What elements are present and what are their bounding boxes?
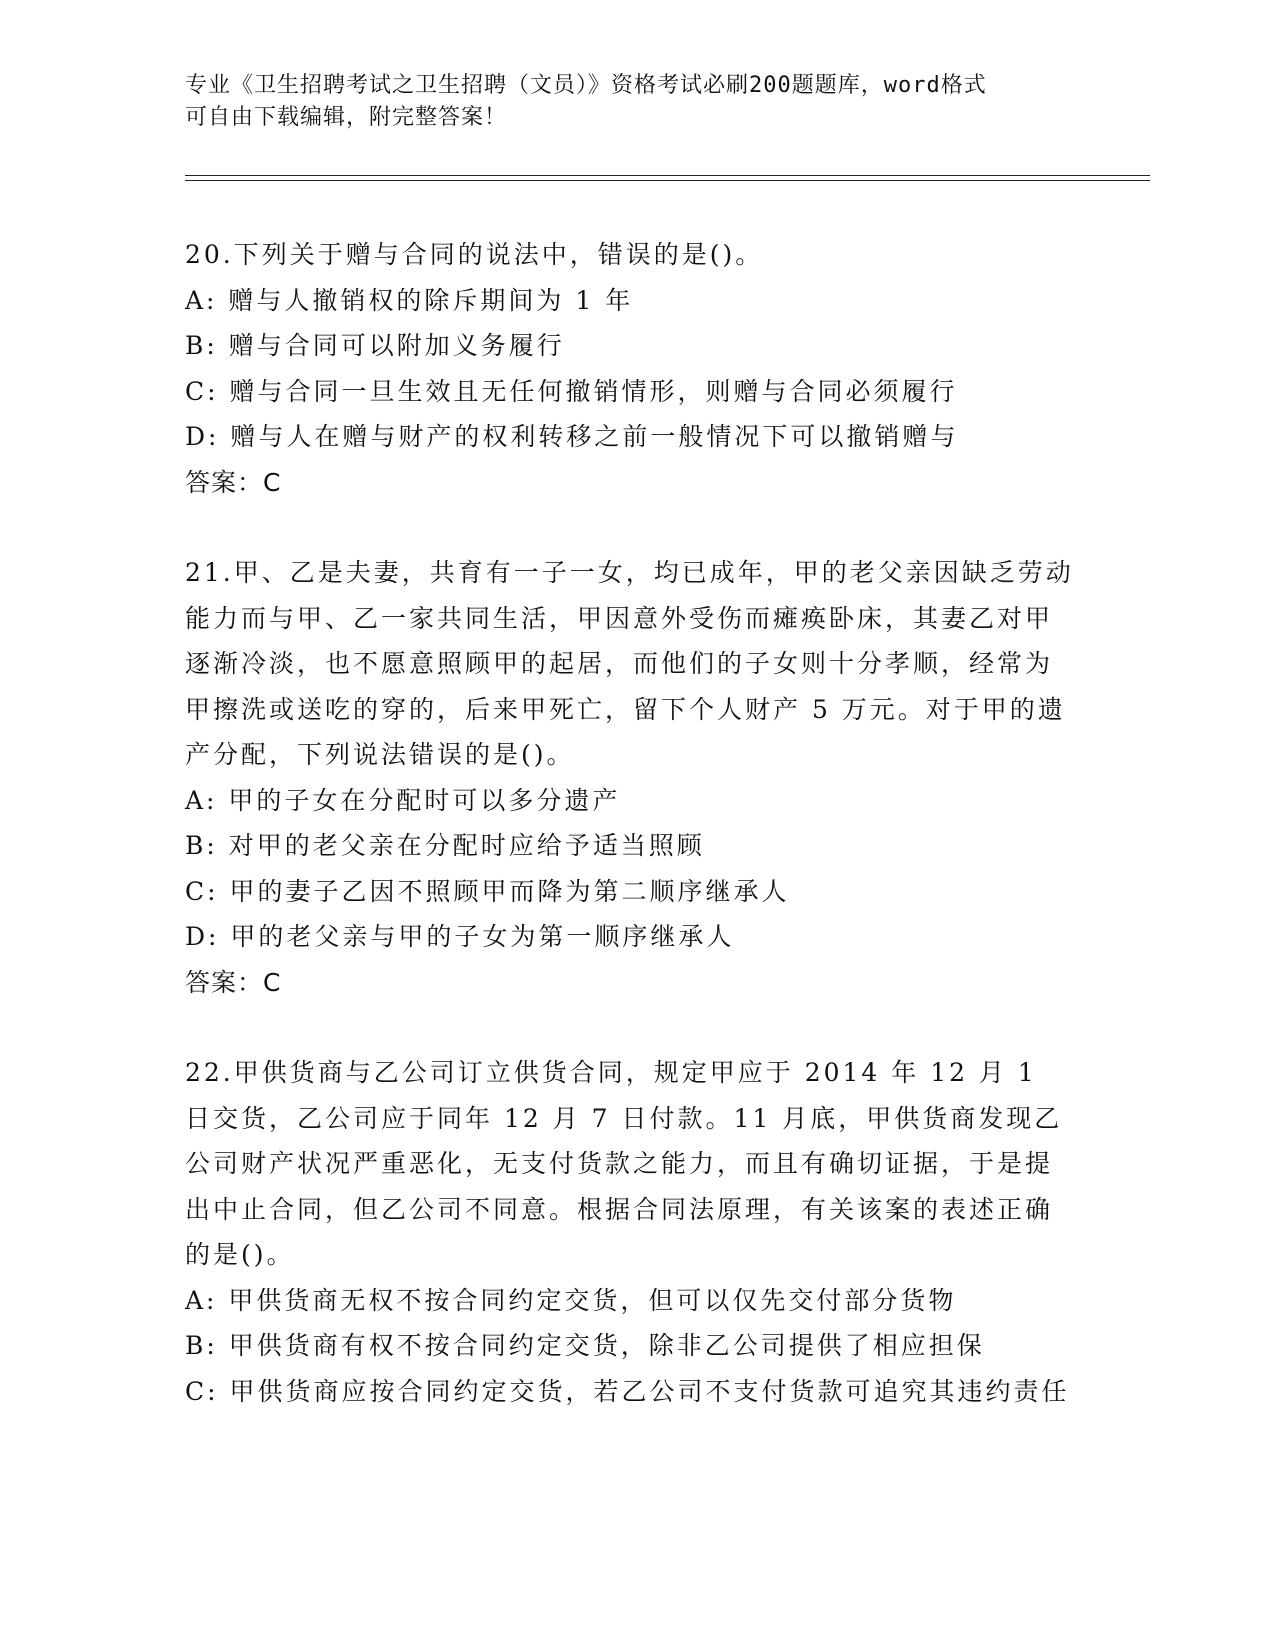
question-22 <box>185 1050 1075 1414</box>
question-stem: 21.甲、乙是夫妻，共育有一子一女，均已成年，甲的老父亲因缺乏劳动能力而与甲、乙一家共同生活，甲因意外受伤而瘫痪卧床，其妻乙对甲逐渐冷淡，也不愿意照顾甲的起居，而他们的子女则十分孝顺，经常为甲擦洗或送吃的穿的，后来甲死亡，留下个人财产 5 万元。对于甲的遗产分配，下列说法错误的是()。 <box>185 558 1074 769</box>
option-a: A: 甲供货商无权不按合同约定交货，但可以仅先交付部分货物 <box>185 1285 957 1315</box>
option-b: B: 甲供货商有权不按合同约定交货，除非乙公司提供了相应担保 <box>185 1331 985 1360</box>
question-20 <box>185 232 1075 505</box>
option-c: C: 甲供货商应按合同约定交货，若乙公司不支付货款可追究其违约责任 <box>185 1376 1070 1406</box>
header-divider-bottom <box>185 180 1150 181</box>
option-c: C: 甲的妻子乙因不照顾甲而降为第二顺序继承人 <box>185 876 790 906</box>
header-line-2: 可自由下载编辑，附完整答案！ <box>185 105 508 130</box>
option-d: D: 甲的老父亲与甲的子女为第一顺序继承人 <box>185 922 735 951</box>
question-21 <box>185 550 1075 1005</box>
answer-line: 答案：C <box>185 467 282 497</box>
option-c: C: 赠与合同一旦生效且无任何撤销情形，则赠与合同必须履行 <box>185 376 958 406</box>
option-b: B: 赠与合同可以附加义务履行 <box>185 331 565 360</box>
answer-line: 答案：C <box>185 967 282 997</box>
option-a: A: 赠与人撤销权的除斥期间为 1 年 <box>185 285 634 315</box>
document-header <box>185 70 1065 134</box>
option-d: D: 赠与人在赠与财产的权利转移之前一般情况下可以撤销赠与 <box>185 422 959 451</box>
option-a: A: 甲的子女在分配时可以多分遗产 <box>185 785 621 815</box>
question-stem: 22.甲供货商与乙公司订立供货合同，规定甲应于 2014 年 12 月 1 日交货，乙公司应于同年 12 月 7 日付款。11 月底，甲供货商发现乙公司财产状况严重恶化，无支付货款之能力，而且有确切证据，于是提出中止合同，但乙公司不同意。根据合同法原理，有关该案的表述正确的是()。 <box>185 1058 1063 1269</box>
question-list <box>185 232 1075 1414</box>
option-b: B: 对甲的老父亲在分配时应给予适当照顾 <box>185 831 705 860</box>
question-stem: 20.下列关于赠与合同的说法中，错误的是()。 <box>185 240 764 269</box>
header-line-1: 专业《卫生招聘考试之卫生招聘（文员）》资格考试必刷200题题库，word格式 <box>185 73 987 98</box>
header-divider-top <box>185 175 1150 176</box>
